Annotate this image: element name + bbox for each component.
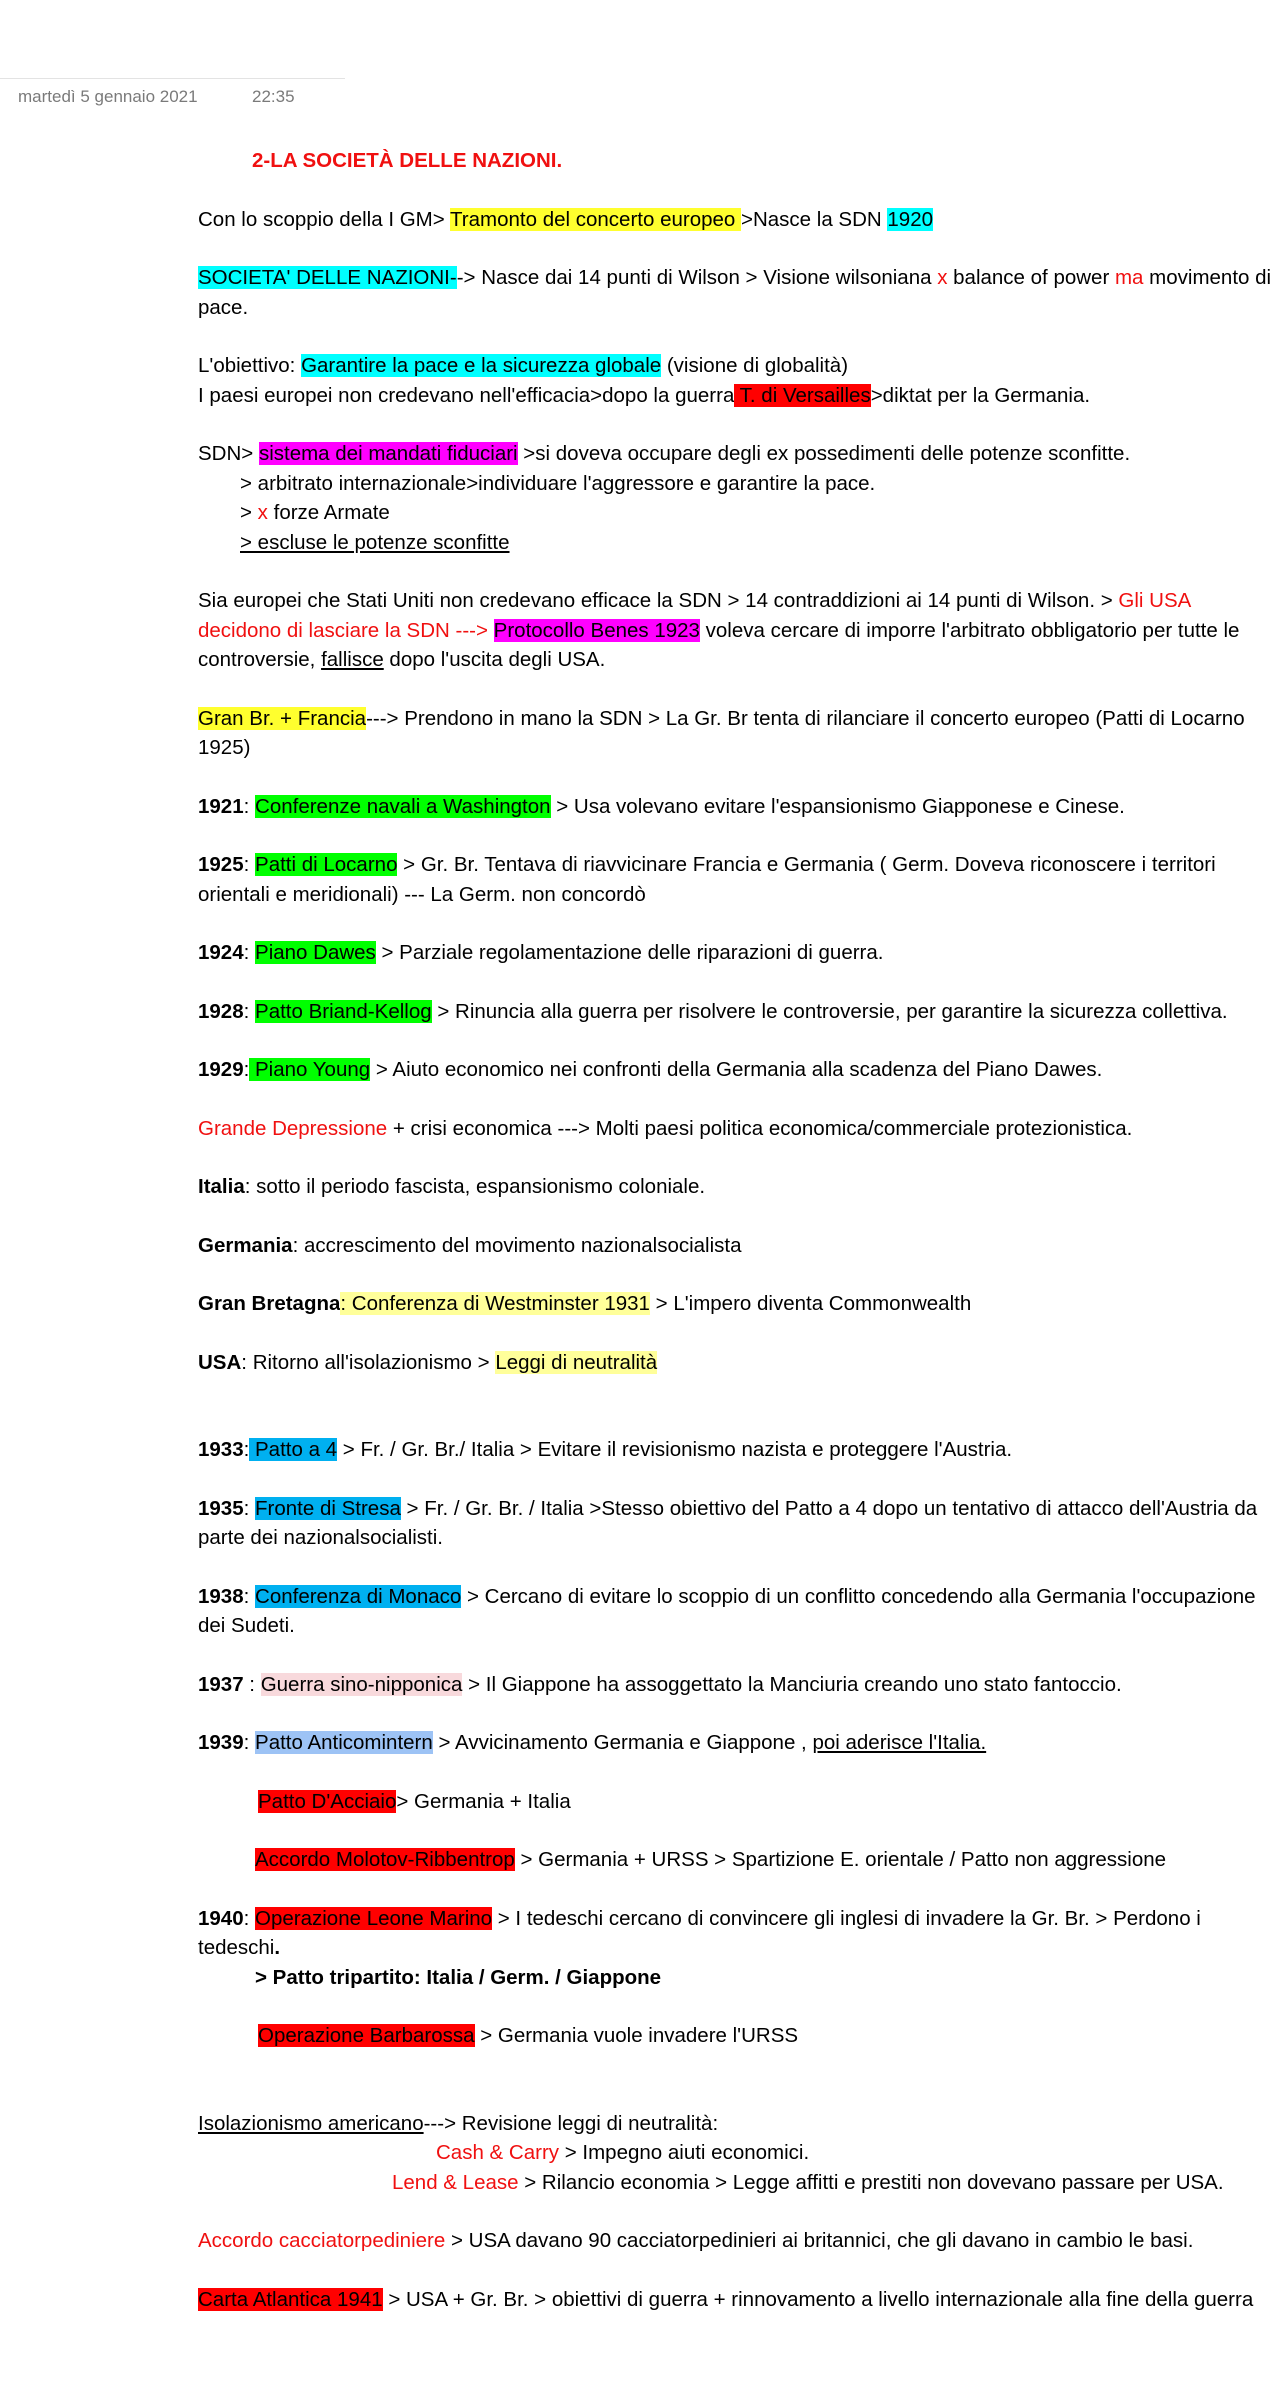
text: >si doveva occupare degli ex possedimenti delle potenze sconfitte. <box>517 442 1131 465</box>
text: Isolazionismo americano <box>198 2111 424 2135</box>
highlight: Operazione Barbarossa <box>258 2024 475 2047</box>
text: ---> Prendono in mano la SDN > La Gr. Br tenta di rilanciare il concerto europeo (Patti di Locarno 1925) <box>198 706 1245 759</box>
highlight: Patto Anticomintern <box>255 1731 433 1754</box>
paragraph <box>198 263 1273 322</box>
paragraph <box>198 1435 1273 1465</box>
text: : <box>243 941 256 964</box>
year: 1939 <box>198 1731 244 1754</box>
text: : <box>243 1058 250 1081</box>
paragraph <box>198 1787 1273 1817</box>
text: >Nasce la SDN <box>741 207 888 231</box>
text: >diktat per la Germania. <box>870 383 1091 407</box>
paragraph <box>198 1348 1273 1378</box>
text: (visione di globalità) <box>661 354 849 377</box>
list-item <box>198 2138 1273 2168</box>
text: L'obiettivo: <box>198 354 302 377</box>
year: 1937 <box>198 1672 244 1696</box>
highlight: Leggi di neutralità <box>495 1350 658 1374</box>
text: Lend & Lease <box>392 2170 519 2194</box>
text: > I tedeschi cercano di convincere gli inglesi di invadere la Gr. Br. > Perdono i tedeschi <box>198 1906 1201 1959</box>
text: > Rinuncia alla guerra per risolvere le controversie, per garantire la sicurezza collettiva. <box>431 999 1228 1023</box>
list-item: > Patto tripartito: Italia / Germ. / Giappone <box>255 1965 662 1989</box>
text: Gran Bretagna <box>198 1292 341 1315</box>
text: : sotto il periodo fascista, espansionismo coloniale. <box>244 1175 706 1198</box>
text: fallisce <box>321 648 384 671</box>
text: > USA + Gr. Br. > obiettivi di guerra + rinnovamento a livello internazionale alla fine della guerra <box>382 2287 1254 2311</box>
text: I paesi europei non credevano nell'efficacia>dopo la guerra <box>198 383 735 407</box>
note-time: 22:35 <box>252 87 295 106</box>
year: 1938 <box>198 1584 244 1608</box>
highlight: Tramonto del concerto europeo <box>450 207 741 231</box>
year: 1935 <box>198 1496 244 1520</box>
highlight: Fronte di Stresa <box>255 1496 401 1520</box>
paragraph <box>198 997 1273 1027</box>
paragraph <box>198 439 1273 469</box>
year: 1925 <box>198 853 244 876</box>
text: > Parziale regolamentazione delle riparazioni di guerra. <box>375 941 884 964</box>
text: dopo l'uscita degli USA. <box>383 648 606 671</box>
text: : <box>243 794 256 818</box>
paragraph <box>198 1114 1273 1144</box>
text: > L'impero diventa Commonwealth <box>649 1292 972 1315</box>
text: poi aderisce l'Italia. <box>812 1731 987 1754</box>
paragraph <box>198 586 1273 675</box>
paragraph <box>198 351 1273 381</box>
text: USA <box>198 1350 242 1374</box>
text: > Impegno aiuti economici. <box>559 2141 810 2164</box>
text: Accordo cacciatorpediniere <box>198 2229 446 2252</box>
paragraph <box>198 2226 1273 2256</box>
text: Italia <box>198 1175 245 1198</box>
paragraph <box>198 1728 1273 1758</box>
paragraph <box>198 205 1273 235</box>
paragraph <box>198 1582 1273 1641</box>
text: > Aiuto economico nei confronti della Germania alla scadenza del Piano Dawes. <box>370 1058 1103 1081</box>
text: Grande Depressione <box>198 1116 388 1140</box>
text: > escluse le potenze sconfitte <box>240 530 510 554</box>
year: 1940 <box>198 1906 244 1930</box>
text: + crisi economica ---> Molti paesi politica economica/commerciale protezionistica. <box>387 1116 1133 1140</box>
list-item <box>198 2168 1273 2198</box>
year: 1933 <box>198 1438 244 1461</box>
highlight: Conferenze navali a Washington <box>255 794 551 818</box>
year: 1929 <box>198 1058 244 1081</box>
highlight: SOCIETA' DELLE NAZIONI- <box>198 266 457 289</box>
highlight: 1920 <box>887 207 934 231</box>
text: : <box>243 853 256 876</box>
text: : <box>243 1496 256 1520</box>
paragraph <box>198 381 1273 411</box>
text: forze Armate <box>267 501 390 524</box>
text: > USA davano 90 cacciatorpedinieri ai britannici, che gli davano in cambio le basi. <box>445 2229 1194 2252</box>
text: balance of power <box>947 266 1115 289</box>
text: : <box>243 1731 256 1754</box>
text: : <box>243 1672 261 1696</box>
highlight: Patto a 4 <box>249 1438 338 1461</box>
paragraph <box>198 1231 1273 1261</box>
paragraph <box>198 1670 1273 1700</box>
highlight: Operazione Leone Marino <box>255 1906 493 1930</box>
highlight: T. di Versailles <box>734 383 871 407</box>
highlight: Gran Br. + Francia <box>198 706 367 730</box>
text: > Rilancio economia > Legge affitti e prestiti non dovevano passare per USA. <box>518 2170 1224 2194</box>
text: ---> Revisione leggi di neutralità: <box>423 2111 719 2135</box>
paragraph <box>198 2109 1273 2139</box>
text: > Usa volevano evitare l'espansionismo Giapponese e Cinese. <box>550 794 1125 818</box>
text: > <box>240 501 258 524</box>
note-header <box>0 78 345 106</box>
highlight: Conferenza di Monaco <box>255 1584 462 1608</box>
paragraph <box>198 850 1273 909</box>
text: > Fr. / Gr. Br./ Italia > Evitare il revisionismo nazista e proteggere l'Austria. <box>337 1438 1013 1461</box>
text: : <box>243 1438 250 1461</box>
text: > Cercano di evitare lo scoppio di un conflitto concedendo alla Germania l'occupazione dei Sudeti. <box>198 1584 1256 1637</box>
text: : <box>243 999 256 1023</box>
highlight: Patti di Locarno <box>255 853 398 876</box>
paragraph <box>198 1904 1273 1963</box>
list-item <box>198 528 1273 558</box>
highlight: Patto Briand-Kellog <box>255 999 432 1023</box>
text: Gli USA decidono di lasciare la SDN ---> <box>198 589 1191 642</box>
paragraph <box>198 2285 1273 2315</box>
text: > Germania + Italia <box>396 1789 571 1813</box>
highlight: sistema dei mandati fiduciari <box>258 442 518 465</box>
highlight: Piano Young <box>249 1058 371 1081</box>
text: : Ritorno all'isolazionismo > <box>241 1350 496 1374</box>
text: Con lo scoppio della I GM> <box>198 207 451 231</box>
highlight: Protocollo Benes 1923 <box>493 618 700 642</box>
text: : accrescimento del movimento nazionalsocialista <box>292 1233 742 1257</box>
text: . <box>274 1936 281 1959</box>
paragraph <box>198 1055 1273 1085</box>
year: 1921 <box>198 794 244 818</box>
text: Sia europei che Stati Uniti non credevano efficace la SDN > 14 contraddizioni ai 14 punti di Wilson. > <box>198 589 1119 612</box>
text: Germania <box>198 1233 293 1257</box>
highlight: Accordo Molotov-Ribbentrop <box>255 1848 515 1871</box>
highlight: Patto D'Acciaio <box>258 1789 397 1813</box>
text: : <box>243 1906 256 1930</box>
paragraph <box>198 1172 1273 1202</box>
note-title: 2-LA SOCIETÀ DELLE NAZIONI. <box>252 149 563 172</box>
text: > Gr. Br. Tentava di riavvicinare Francia e Germania ( Germ. Doveva riconoscere i territori orientali e meridionali) --- La Germ. non concordò <box>198 853 1216 906</box>
list-item <box>198 498 1273 528</box>
text: SDN> <box>198 442 259 465</box>
text: > Germania vuole invadere l'URSS <box>474 2024 799 2047</box>
text: x <box>257 501 268 524</box>
highlight: Guerra sino-nipponica <box>260 1672 463 1696</box>
paragraph <box>198 2021 1273 2051</box>
note-body[interactable] <box>198 146 1273 2343</box>
year: 1928 <box>198 999 244 1023</box>
text: -> Nasce dai 14 punti di Wilson > Visione wilsoniana <box>456 266 938 289</box>
paragraph <box>198 1845 1273 1875</box>
paragraph <box>198 1494 1273 1553</box>
paragraph <box>198 792 1273 822</box>
text: > Germania + URSS > Spartizione E. orientale / Patto non aggressione <box>514 1848 1167 1871</box>
paragraph <box>198 704 1273 763</box>
text: > Fr. / Gr. Br. / Italia >Stesso obiettivo del Patto a 4 dopo un tentativo di attacco dell'Austria da parte dei nazionalsocialisti. <box>198 1496 1258 1549</box>
highlight: Piano Dawes <box>255 941 376 964</box>
year: 1924 <box>198 941 244 964</box>
paragraph <box>198 1289 1273 1319</box>
text: : <box>243 1584 256 1608</box>
highlight: : Conferenza di Westminster 1931 <box>340 1292 650 1315</box>
text: > Il Giappone ha assoggettato la Manciuria creando uno stato fantoccio. <box>462 1672 1122 1696</box>
text: Cash & Carry <box>436 2141 560 2164</box>
text: voleva cercare di imporre l'arbitrato obbligatorio per tutte le controversie, <box>198 618 1240 671</box>
highlight: Garantire la pace e la sicurezza globale <box>301 354 662 377</box>
text: movimento di pace. <box>198 266 1272 319</box>
highlight: Carta Atlantica 1941 <box>198 2287 383 2311</box>
list-item: > arbitrato internazionale>individuare l'aggressore e garantire la pace. <box>240 471 876 495</box>
paragraph <box>198 938 1273 968</box>
text: ma <box>1114 266 1144 289</box>
note-date: martedì 5 gennaio 2021 <box>18 87 198 106</box>
text: x <box>937 266 948 289</box>
text: > Avvicinamento Germania e Giappone , <box>432 1731 813 1754</box>
